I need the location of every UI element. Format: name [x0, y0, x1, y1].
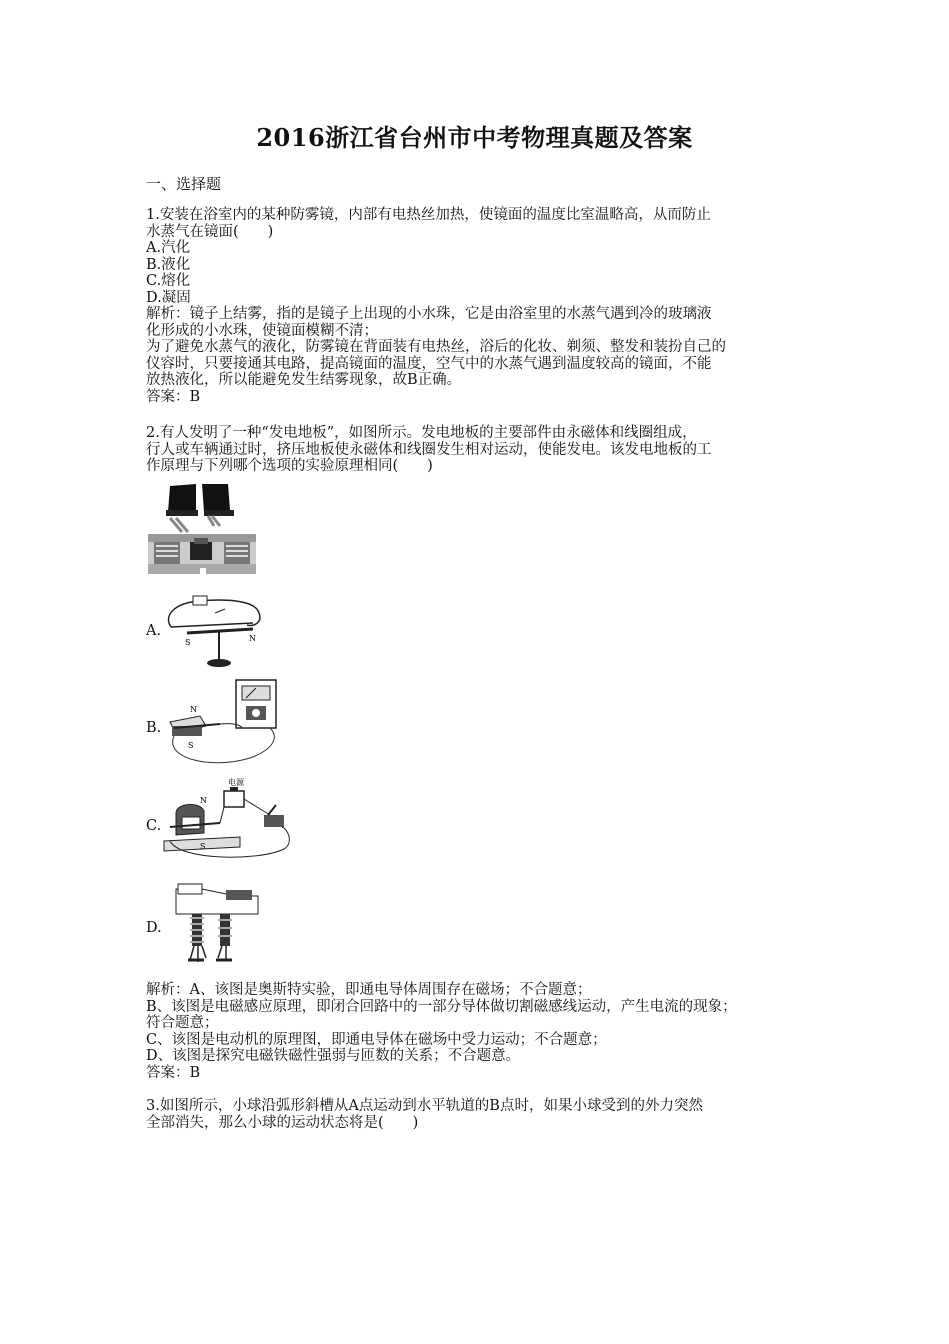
option-d: D.凝固: [146, 289, 191, 306]
text-line: 1.安装在浴室内的某种防雾镜，内部有电热丝加热，使镜面的温度比室温略高，从而防止: [146, 207, 711, 223]
magnet-n-label: N: [200, 796, 207, 805]
analysis-line: 符合题意；: [146, 1015, 219, 1031]
question-3: [146, 1098, 816, 1131]
question-2: [146, 425, 816, 475]
analysis-line: 化形成的小水珠，使镜面模糊不清；: [146, 322, 378, 339]
magnet-n-label: N: [190, 705, 197, 714]
electromagnetic-induction-figure: [160, 678, 290, 770]
option-b-label: B.: [146, 720, 162, 736]
power-label: 电源: [228, 778, 244, 787]
option-b: B.液化: [146, 256, 191, 273]
option-a-label: A.: [146, 623, 162, 639]
option-d-label: D.: [146, 920, 162, 936]
text-line: 全部消失，那么小球的运动状态将是( ): [146, 1114, 419, 1131]
answer-line: 答案：B: [146, 1064, 201, 1081]
analysis-line: 放热液化，所以能避免发生结雾现象，故B正确。: [146, 372, 462, 388]
question-1: [146, 207, 816, 405]
text-line: 水蒸气在镜面( ): [146, 223, 274, 240]
question-2-analysis: [146, 982, 816, 1081]
option-c-label: C.: [146, 818, 162, 834]
option-a: A.汽化: [146, 240, 191, 256]
power-floor-figure: [148, 480, 256, 578]
magnet-s-label: S: [185, 638, 191, 647]
document-title: 2016浙江省台州市中考物理真题及答案: [256, 123, 693, 152]
text-line: 行人或车辆通过时，挤压地板使永磁体和线圈发生相对运动，使能发电。该发电地板的工: [146, 441, 712, 458]
analysis-line: C、该图是电动机的原理图，即通电导体在磁场中受力运动；不合题意；: [146, 1031, 607, 1048]
magnet-s-label: S: [200, 842, 206, 851]
text-line: 2.有人发明了一种“发电地板”，如图所示。发电地板的主要部件由永磁体和线圈组成，: [146, 425, 697, 441]
oersted-experiment-figure: [165, 595, 265, 673]
analysis-line: B、该图是电磁感应原理，即闭合回路中的一部分导体做切割磁感线运动，产生电流的现象；: [146, 998, 737, 1015]
analysis-line: 解析：A、该图是奥斯特实验，即通电导体周围存在磁场；不合题意；: [146, 982, 592, 998]
magnet-n-label: N: [249, 634, 256, 643]
answer-line: 答案：B: [146, 388, 201, 405]
analysis-line: D、该图是探究电磁铁磁性强弱与匝数的关系；不合题意。: [146, 1048, 521, 1064]
magnet-s-label: S: [188, 741, 194, 750]
text-line: 3.如图所示，小球沿弧形斜槽从A点运动到水平轨道的B点时，如果小球受到的外力突然: [146, 1098, 703, 1114]
analysis-line: 仪容时，只要接通其电路，提高镜面的温度，空气中的水蒸气遇到温度较高的镜面，不能: [146, 355, 712, 372]
analysis-line: 为了避免水蒸气的液化，防雾镜在背面装有电热丝，浴后的化妆、剃须、整发和装扮自己的: [146, 339, 726, 355]
motor-principle-figure: [160, 775, 295, 865]
electromagnet-turns-figure: [168, 880, 263, 970]
text-line: 作原理与下列哪个选项的实验原理相同( ): [146, 458, 433, 474]
section-heading: 一、选择题: [146, 175, 222, 193]
analysis-line: 解析：镜子上结雾，指的是镜子上出现的小水珠，它是由浴室里的水蒸气遇到冷的玻璃液: [146, 306, 712, 322]
option-c: C.熔化: [146, 273, 191, 289]
